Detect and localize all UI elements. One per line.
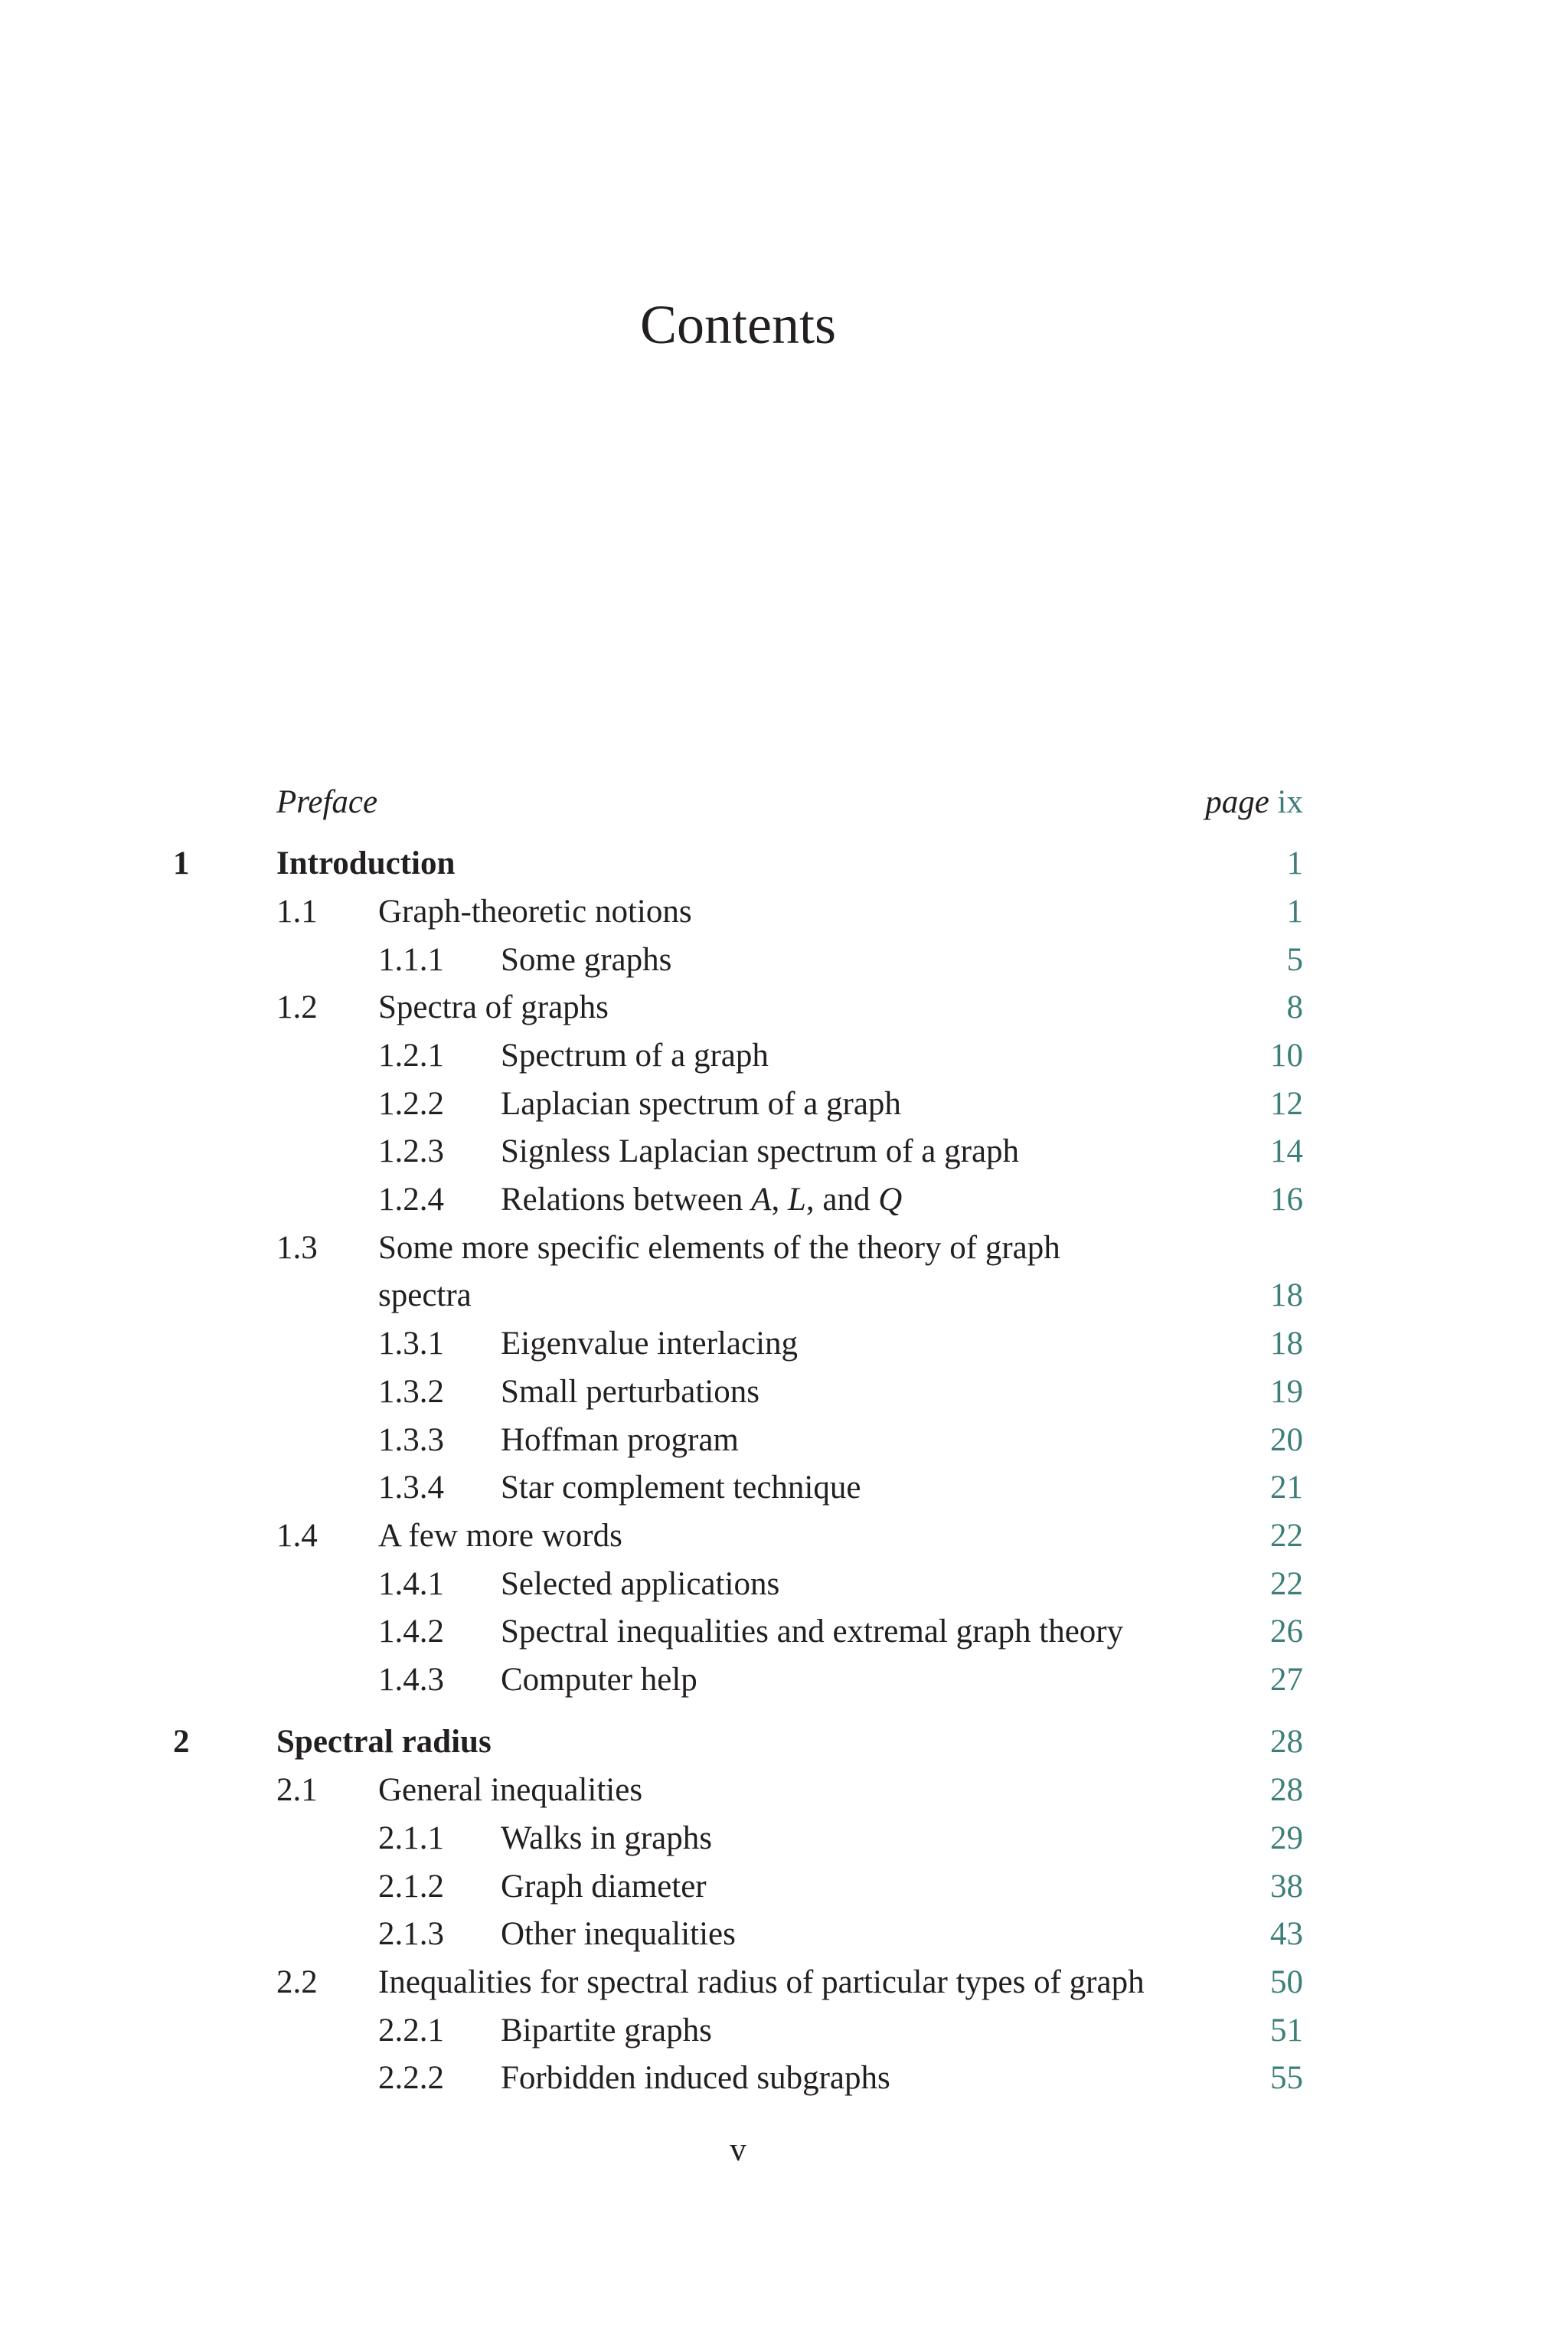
toc-row-1-3-2 bbox=[0, 1369, 1568, 1415]
toc-number: 1.3.3 bbox=[378, 1422, 444, 1458]
toc-title: Spectrum of a graph bbox=[501, 1038, 769, 1074]
toc-row-2-1-3 bbox=[0, 1911, 1568, 1957]
toc-row-2-1-1 bbox=[0, 1816, 1568, 1862]
toc-row-1-2-3 bbox=[0, 1129, 1568, 1175]
toc-page-number: 22 bbox=[1270, 1518, 1303, 1554]
toc-number: 1.2.2 bbox=[378, 1086, 444, 1122]
toc-row-1-2-4 bbox=[0, 1177, 1568, 1223]
toc-title: Hoffman program bbox=[501, 1422, 739, 1458]
toc-row-1-4-2 bbox=[0, 1609, 1568, 1655]
toc-row-2-2-1 bbox=[0, 2008, 1568, 2054]
toc-page-number: ix bbox=[1277, 784, 1303, 820]
toc-page-number: 14 bbox=[1270, 1133, 1303, 1169]
toc-page-number: 8 bbox=[1286, 989, 1303, 1025]
toc-title: Inequalities for spectral radius of particular types of graph bbox=[378, 1964, 1145, 2000]
toc-page-number: 51 bbox=[1270, 2013, 1303, 2049]
toc-row-1 bbox=[0, 841, 1568, 887]
toc-page-number: 22 bbox=[1270, 1566, 1303, 1602]
toc-number: 1.2 bbox=[276, 989, 318, 1025]
toc-row-1-4 bbox=[0, 1513, 1568, 1559]
toc-row-2 bbox=[0, 1719, 1568, 1765]
toc-page-number: 29 bbox=[1270, 1820, 1303, 1856]
toc-title: Introduction bbox=[276, 845, 456, 881]
toc-page-number: 28 bbox=[1270, 1724, 1303, 1760]
toc-row-2-1 bbox=[0, 1767, 1568, 1813]
toc-title: Selected applications bbox=[501, 1566, 780, 1602]
toc-title: Signless Laplacian spectrum of a graph bbox=[501, 1133, 1020, 1169]
toc-title: Walks in graphs bbox=[501, 1820, 712, 1856]
toc-title: Some more specific elements of the theory of graph bbox=[378, 1230, 1060, 1266]
toc-title: Eigenvalue interlacing bbox=[501, 1326, 799, 1362]
toc-title: Spectral inequalities and extremal graph theory bbox=[501, 1614, 1124, 1650]
toc-title: Relations between A, L, and Q bbox=[501, 1182, 903, 1218]
toc-number: 1.4.3 bbox=[378, 1662, 444, 1698]
toc-title: Small perturbations bbox=[501, 1374, 760, 1410]
toc-title: Spectra of graphs bbox=[378, 989, 609, 1025]
toc-page-number: 20 bbox=[1270, 1422, 1303, 1458]
toc-row-1-2 bbox=[0, 985, 1568, 1031]
page-folio: v bbox=[730, 2132, 746, 2168]
toc-number: 1 bbox=[173, 845, 190, 881]
toc-page-number: 55 bbox=[1270, 2060, 1303, 2096]
toc-title: Computer help bbox=[501, 1662, 697, 1698]
toc-row-1-3-1 bbox=[0, 1321, 1568, 1367]
toc-title: Spectral radius bbox=[276, 1724, 492, 1760]
toc-title: Some graphs bbox=[501, 942, 672, 978]
toc-title-preface: Preface bbox=[276, 784, 378, 820]
toc-row-1-4-3 bbox=[0, 1657, 1568, 1703]
toc-number: 1.4.2 bbox=[378, 1614, 444, 1650]
toc-page-number: 5 bbox=[1286, 942, 1303, 978]
toc-row-1-4-1 bbox=[0, 1561, 1568, 1607]
toc-title: spectra bbox=[378, 1277, 472, 1313]
toc-title: Graph-theoretic notions bbox=[378, 894, 692, 930]
toc-row-cont bbox=[0, 1273, 1568, 1319]
toc-number: 1.3.2 bbox=[378, 1374, 444, 1410]
toc-number: 1.3.1 bbox=[378, 1326, 444, 1362]
toc-number: 1.3 bbox=[276, 1230, 318, 1266]
toc-number: 2.2.2 bbox=[378, 2060, 444, 2096]
toc-number: 1.4.1 bbox=[378, 1566, 444, 1602]
toc-row-preface bbox=[0, 780, 1568, 826]
toc-number: 1.2.1 bbox=[378, 1038, 444, 1074]
toc-number: 2.1.2 bbox=[378, 1869, 444, 1905]
toc-number: 1.1.1 bbox=[378, 942, 444, 978]
page-word-label: page bbox=[1205, 784, 1269, 820]
toc-page-number: 1 bbox=[1286, 894, 1303, 930]
toc-number: 2.1 bbox=[276, 1772, 318, 1808]
toc-row-1-3 bbox=[0, 1225, 1568, 1271]
toc-row-1-3-3 bbox=[0, 1417, 1568, 1463]
toc-page-number: 1 bbox=[1286, 845, 1303, 881]
toc-page-number: 12 bbox=[1270, 1086, 1303, 1122]
toc-number: 2.2 bbox=[276, 1964, 318, 2000]
toc-page-number: 16 bbox=[1270, 1182, 1303, 1218]
toc-number: 2.2.1 bbox=[378, 2013, 444, 2049]
toc-title: Laplacian spectrum of a graph bbox=[501, 1086, 901, 1122]
toc-page-number: 50 bbox=[1270, 1964, 1303, 2000]
toc-title: Forbidden induced subgraphs bbox=[501, 2060, 890, 2096]
toc-page-number: 10 bbox=[1270, 1038, 1303, 1074]
toc-number: 1.4 bbox=[276, 1518, 318, 1554]
toc-row-2-2 bbox=[0, 1960, 1568, 2006]
toc-row-1-2-1 bbox=[0, 1033, 1568, 1079]
toc-number: 1.3.4 bbox=[378, 1470, 444, 1506]
toc-title: Star complement technique bbox=[501, 1470, 861, 1506]
toc-row-2-1-2 bbox=[0, 1864, 1568, 1910]
toc-page-number: 19 bbox=[1270, 1374, 1303, 1410]
toc-page-number: 27 bbox=[1270, 1662, 1303, 1698]
page-title: Contents bbox=[639, 294, 836, 356]
toc-row-1-1 bbox=[0, 889, 1568, 935]
toc-page-number: 28 bbox=[1270, 1772, 1303, 1808]
toc-title: General inequalities bbox=[378, 1772, 643, 1808]
toc-number: 2 bbox=[173, 1724, 190, 1760]
toc-number: 1.2.3 bbox=[378, 1133, 444, 1169]
toc-number: 1.2.4 bbox=[378, 1182, 444, 1218]
toc-page-preface bbox=[1205, 780, 1303, 826]
toc-title: A few more words bbox=[378, 1518, 622, 1554]
toc-page-number: 21 bbox=[1270, 1470, 1303, 1506]
toc-page-number: 18 bbox=[1270, 1277, 1303, 1313]
toc-title: Other inequalities bbox=[501, 1916, 736, 1952]
toc-number: 2.1.1 bbox=[378, 1820, 444, 1856]
toc-row-1-1-1 bbox=[0, 937, 1568, 983]
toc-row-2-2-2 bbox=[0, 2055, 1568, 2101]
toc-row-1-2-2 bbox=[0, 1081, 1568, 1127]
toc-row-1-3-4 bbox=[0, 1465, 1568, 1511]
toc-title: Graph diameter bbox=[501, 1869, 707, 1905]
toc-title: Bipartite graphs bbox=[501, 2013, 712, 2049]
toc-number: 2.1.3 bbox=[378, 1916, 444, 1952]
toc-page-number: 38 bbox=[1270, 1869, 1303, 1905]
toc-page-number: 18 bbox=[1270, 1326, 1303, 1362]
toc-page-number: 26 bbox=[1270, 1614, 1303, 1650]
toc-number: 1.1 bbox=[276, 894, 318, 930]
toc-page-number: 43 bbox=[1270, 1916, 1303, 1952]
